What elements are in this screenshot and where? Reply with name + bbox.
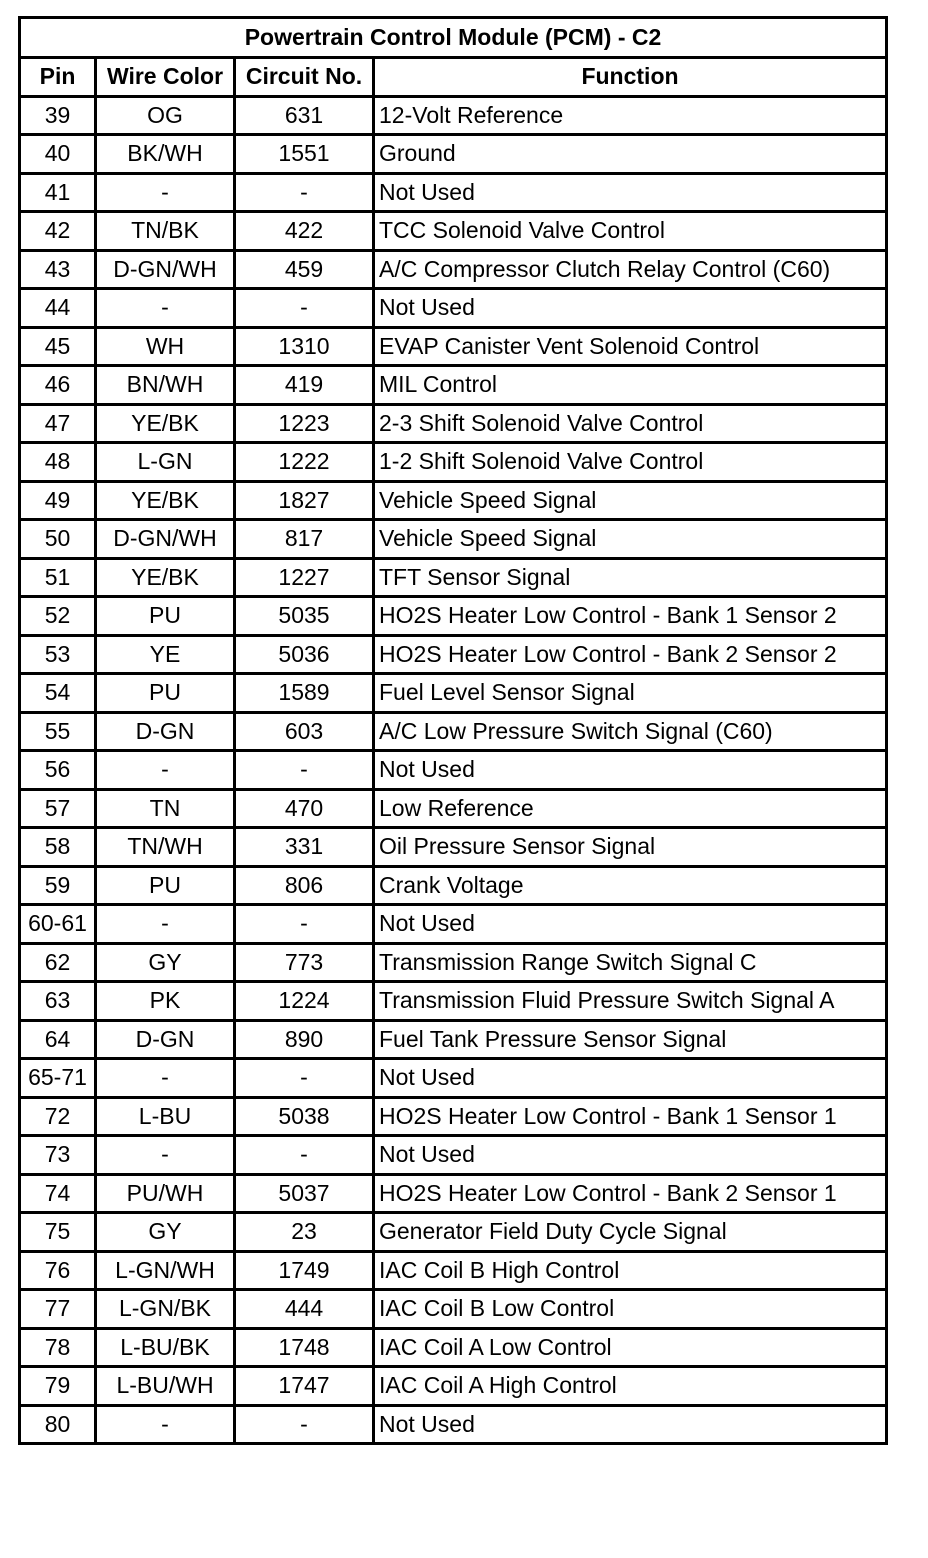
cell-pin: 58	[20, 828, 96, 867]
table-row	[20, 943, 887, 982]
cell-pin: 60-61	[20, 905, 96, 944]
cell-wire-color: -	[96, 1405, 235, 1444]
cell-wire-color: D-GN/WH	[96, 250, 235, 289]
cell-function: Not Used	[374, 173, 887, 212]
cell-pin: 47	[20, 404, 96, 443]
cell-wire-color: PU	[96, 674, 235, 713]
cell-pin: 52	[20, 597, 96, 636]
cell-function: Generator Field Duty Cycle Signal	[374, 1213, 887, 1252]
cell-circuit-number: 1749	[235, 1251, 374, 1290]
cell-pin: 55	[20, 712, 96, 751]
cell-circuit-number: 631	[235, 96, 374, 135]
cell-pin: 79	[20, 1367, 96, 1406]
table-header-row	[20, 58, 887, 97]
cell-circuit-number: 5035	[235, 597, 374, 636]
cell-function: Vehicle Speed Signal	[374, 481, 887, 520]
cell-function: MIL Control	[374, 366, 887, 405]
table-row	[20, 712, 887, 751]
cell-wire-color: D-GN	[96, 712, 235, 751]
table-row	[20, 1405, 887, 1444]
cell-circuit-number: 1748	[235, 1328, 374, 1367]
cell-circuit-number: 459	[235, 250, 374, 289]
cell-wire-color: D-GN	[96, 1020, 235, 1059]
cell-pin: 80	[20, 1405, 96, 1444]
cell-pin: 64	[20, 1020, 96, 1059]
cell-pin: 48	[20, 443, 96, 482]
header-pin: Pin	[20, 58, 96, 97]
cell-function: 2-3 Shift Solenoid Valve Control	[374, 404, 887, 443]
cell-circuit-number: 1747	[235, 1367, 374, 1406]
cell-circuit-number: 5037	[235, 1174, 374, 1213]
cell-function: Transmission Range Switch Signal C	[374, 943, 887, 982]
table-row	[20, 982, 887, 1021]
cell-circuit-number: -	[235, 1059, 374, 1098]
cell-wire-color: PU/WH	[96, 1174, 235, 1213]
cell-pin: 72	[20, 1097, 96, 1136]
cell-function: Crank Voltage	[374, 866, 887, 905]
table-title-row	[20, 18, 887, 58]
table-row	[20, 866, 887, 905]
cell-circuit-number: 603	[235, 712, 374, 751]
table-row	[20, 1290, 887, 1329]
cell-circuit-number: 23	[235, 1213, 374, 1252]
table-row	[20, 1020, 887, 1059]
table-row	[20, 96, 887, 135]
cell-pin: 57	[20, 789, 96, 828]
table-row	[20, 289, 887, 328]
cell-function: 1-2 Shift Solenoid Valve Control	[374, 443, 887, 482]
cell-function: TCC Solenoid Valve Control	[374, 212, 887, 251]
cell-circuit-number: 5036	[235, 635, 374, 674]
cell-wire-color: TN/WH	[96, 828, 235, 867]
table-row	[20, 635, 887, 674]
cell-wire-color: GY	[96, 943, 235, 982]
cell-pin: 44	[20, 289, 96, 328]
cell-function: Oil Pressure Sensor Signal	[374, 828, 887, 867]
table-row	[20, 1059, 887, 1098]
cell-wire-color: -	[96, 751, 235, 790]
cell-pin: 59	[20, 866, 96, 905]
cell-wire-color: PU	[96, 866, 235, 905]
cell-wire-color: L-BU/WH	[96, 1367, 235, 1406]
cell-wire-color: YE/BK	[96, 558, 235, 597]
table-row	[20, 1136, 887, 1175]
cell-wire-color: -	[96, 173, 235, 212]
cell-circuit-number: -	[235, 1136, 374, 1175]
cell-pin: 63	[20, 982, 96, 1021]
table-body	[20, 96, 887, 1444]
cell-wire-color: L-GN/WH	[96, 1251, 235, 1290]
cell-wire-color: YE/BK	[96, 404, 235, 443]
cell-function: EVAP Canister Vent Solenoid Control	[374, 327, 887, 366]
cell-function: A/C Compressor Clutch Relay Control (C60)	[374, 250, 887, 289]
table-row	[20, 1174, 887, 1213]
table-row	[20, 327, 887, 366]
table-row	[20, 443, 887, 482]
table-row	[20, 674, 887, 713]
cell-wire-color: L-GN	[96, 443, 235, 482]
table-row	[20, 250, 887, 289]
table-row	[20, 366, 887, 405]
cell-circuit-number: -	[235, 173, 374, 212]
cell-wire-color: TN	[96, 789, 235, 828]
cell-pin: 49	[20, 481, 96, 520]
table-row	[20, 1328, 887, 1367]
cell-circuit-number: 1551	[235, 135, 374, 174]
cell-pin: 76	[20, 1251, 96, 1290]
table-title: Powertrain Control Module (PCM) - C2	[20, 18, 887, 58]
cell-wire-color: L-GN/BK	[96, 1290, 235, 1329]
cell-pin: 45	[20, 327, 96, 366]
cell-circuit-number: 806	[235, 866, 374, 905]
cell-pin: 51	[20, 558, 96, 597]
cell-wire-color: TN/BK	[96, 212, 235, 251]
cell-wire-color: GY	[96, 1213, 235, 1252]
cell-circuit-number: 1827	[235, 481, 374, 520]
table-row	[20, 789, 887, 828]
cell-function: Not Used	[374, 1059, 887, 1098]
cell-wire-color: -	[96, 289, 235, 328]
cell-pin: 42	[20, 212, 96, 251]
cell-circuit-number: 1589	[235, 674, 374, 713]
table-row	[20, 1213, 887, 1252]
cell-wire-color: YE/BK	[96, 481, 235, 520]
cell-function: Not Used	[374, 1405, 887, 1444]
cell-function: Transmission Fluid Pressure Switch Signal A	[374, 982, 887, 1021]
header-circuit-number: Circuit No.	[235, 58, 374, 97]
table-row	[20, 905, 887, 944]
cell-circuit-number: 1310	[235, 327, 374, 366]
cell-circuit-number: 422	[235, 212, 374, 251]
cell-function: Vehicle Speed Signal	[374, 520, 887, 559]
cell-function: Ground	[374, 135, 887, 174]
cell-circuit-number: 1224	[235, 982, 374, 1021]
cell-wire-color: YE	[96, 635, 235, 674]
cell-circuit-number: 470	[235, 789, 374, 828]
cell-function: IAC Coil B Low Control	[374, 1290, 887, 1329]
cell-wire-color: BN/WH	[96, 366, 235, 405]
cell-pin: 54	[20, 674, 96, 713]
cell-circuit-number: -	[235, 905, 374, 944]
cell-pin: 53	[20, 635, 96, 674]
cell-wire-color: BK/WH	[96, 135, 235, 174]
table-row	[20, 1367, 887, 1406]
cell-function: HO2S Heater Low Control - Bank 1 Sensor 1	[374, 1097, 887, 1136]
cell-pin: 46	[20, 366, 96, 405]
table-row	[20, 404, 887, 443]
pcm-connector-table	[18, 16, 888, 1445]
cell-pin: 77	[20, 1290, 96, 1329]
cell-wire-color: PK	[96, 982, 235, 1021]
cell-function: HO2S Heater Low Control - Bank 2 Sensor 1	[374, 1174, 887, 1213]
cell-function: Not Used	[374, 905, 887, 944]
cell-circuit-number: 419	[235, 366, 374, 405]
table-row	[20, 1251, 887, 1290]
cell-circuit-number: 1222	[235, 443, 374, 482]
cell-function: A/C Low Pressure Switch Signal (C60)	[374, 712, 887, 751]
cell-circuit-number: -	[235, 751, 374, 790]
cell-pin: 56	[20, 751, 96, 790]
cell-circuit-number: -	[235, 289, 374, 328]
table-row	[20, 520, 887, 559]
header-function: Function	[374, 58, 887, 97]
cell-wire-color: PU	[96, 597, 235, 636]
cell-wire-color: -	[96, 1136, 235, 1175]
cell-function: Low Reference	[374, 789, 887, 828]
table-row	[20, 558, 887, 597]
cell-wire-color: L-BU/BK	[96, 1328, 235, 1367]
cell-function: IAC Coil B High Control	[374, 1251, 887, 1290]
cell-function: 12-Volt Reference	[374, 96, 887, 135]
cell-wire-color: -	[96, 905, 235, 944]
cell-pin: 74	[20, 1174, 96, 1213]
cell-circuit-number: 890	[235, 1020, 374, 1059]
header-wire-color: Wire Color	[96, 58, 235, 97]
cell-pin: 65-71	[20, 1059, 96, 1098]
cell-function: HO2S Heater Low Control - Bank 2 Sensor 2	[374, 635, 887, 674]
table-row	[20, 481, 887, 520]
cell-function: IAC Coil A High Control	[374, 1367, 887, 1406]
cell-circuit-number: 773	[235, 943, 374, 982]
cell-wire-color: WH	[96, 327, 235, 366]
table-row	[20, 1097, 887, 1136]
cell-wire-color: OG	[96, 96, 235, 135]
cell-function: Not Used	[374, 751, 887, 790]
cell-pin: 62	[20, 943, 96, 982]
cell-function: Fuel Level Sensor Signal	[374, 674, 887, 713]
cell-function: HO2S Heater Low Control - Bank 1 Sensor 2	[374, 597, 887, 636]
cell-function: TFT Sensor Signal	[374, 558, 887, 597]
cell-pin: 41	[20, 173, 96, 212]
table-row	[20, 135, 887, 174]
cell-function: Fuel Tank Pressure Sensor Signal	[374, 1020, 887, 1059]
cell-circuit-number: 444	[235, 1290, 374, 1329]
cell-function: Not Used	[374, 1136, 887, 1175]
table-row	[20, 597, 887, 636]
cell-pin: 39	[20, 96, 96, 135]
cell-pin: 75	[20, 1213, 96, 1252]
cell-wire-color: D-GN/WH	[96, 520, 235, 559]
table-row	[20, 212, 887, 251]
cell-pin: 78	[20, 1328, 96, 1367]
cell-wire-color: -	[96, 1059, 235, 1098]
cell-function: Not Used	[374, 289, 887, 328]
cell-circuit-number: 5038	[235, 1097, 374, 1136]
cell-pin: 50	[20, 520, 96, 559]
cell-circuit-number: -	[235, 1405, 374, 1444]
cell-pin: 43	[20, 250, 96, 289]
cell-wire-color: L-BU	[96, 1097, 235, 1136]
cell-pin: 73	[20, 1136, 96, 1175]
cell-circuit-number: 331	[235, 828, 374, 867]
cell-circuit-number: 817	[235, 520, 374, 559]
cell-circuit-number: 1223	[235, 404, 374, 443]
cell-pin: 40	[20, 135, 96, 174]
table-row	[20, 173, 887, 212]
table-row	[20, 828, 887, 867]
table-row	[20, 751, 887, 790]
cell-circuit-number: 1227	[235, 558, 374, 597]
cell-function: IAC Coil A Low Control	[374, 1328, 887, 1367]
